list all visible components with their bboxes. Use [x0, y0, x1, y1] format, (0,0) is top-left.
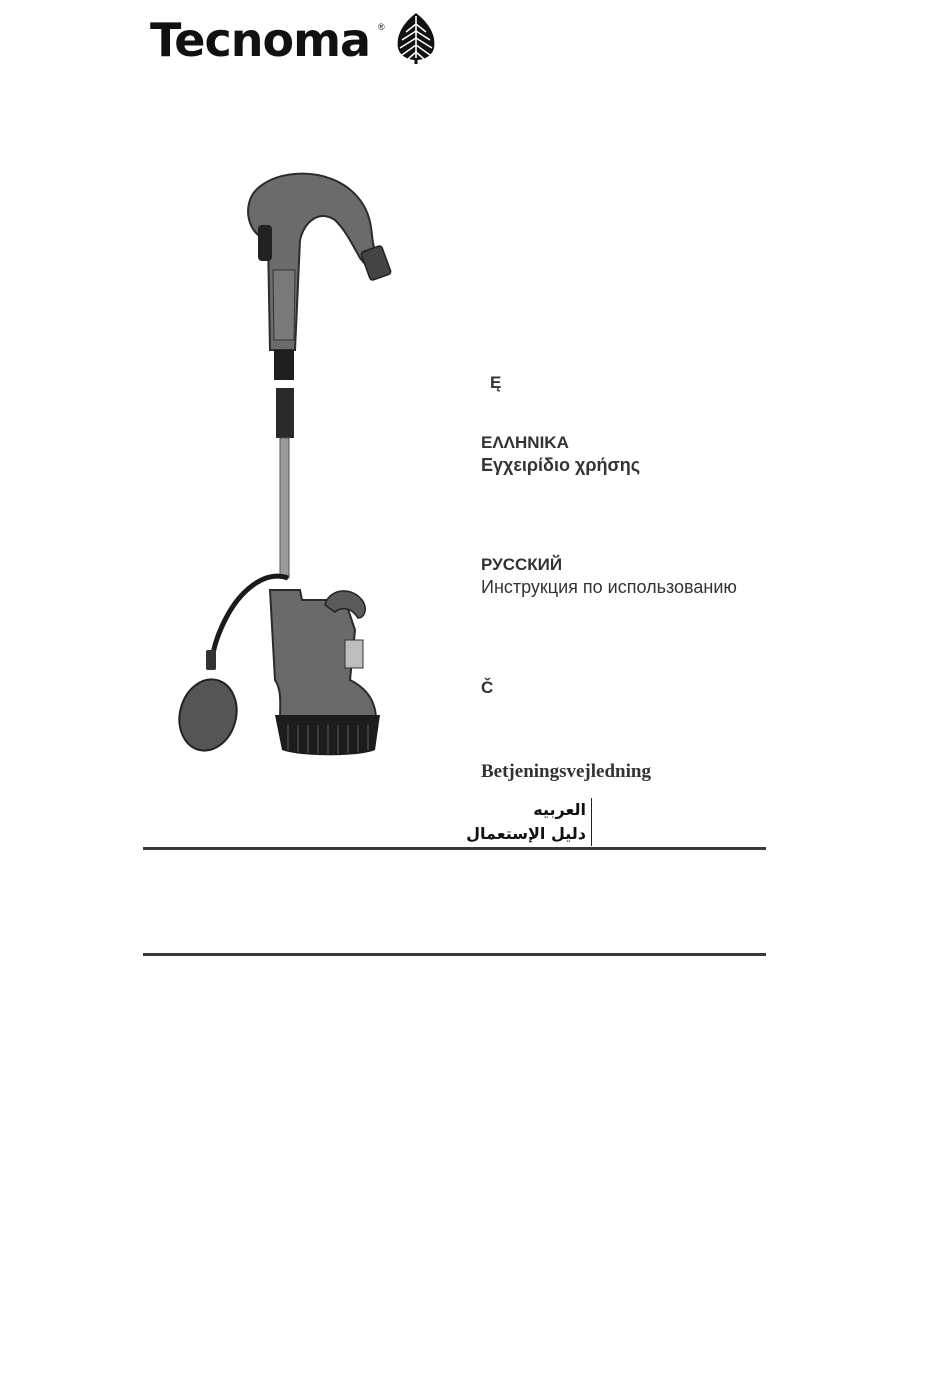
lang-danish-subtitle: Betjeningsvejledning — [481, 761, 651, 782]
lang-name: Č — [481, 678, 494, 697]
lang-name: Ę — [490, 373, 502, 392]
brand-name: Tecnoma — [150, 13, 371, 67]
registered-mark: ® — [378, 22, 385, 32]
lang-russian — [481, 554, 737, 599]
brand-logo — [150, 12, 450, 72]
lang-subtitle: Εγχειρίδιο χρήσης — [481, 455, 641, 475]
lang-subtitle: Инструкция по использованию — [481, 577, 737, 597]
arabic-name: العربيه — [533, 800, 586, 819]
lang-czech — [481, 677, 493, 699]
arabic-subtitle: دليل الإستعمال — [466, 824, 586, 843]
lang-name: ΕΛΛΗΝΙΚΑ — [481, 433, 569, 452]
lang-polish — [490, 372, 501, 394]
leaf-icon — [392, 12, 440, 64]
submersible-pump-illustration — [170, 160, 420, 760]
lang-greek — [481, 432, 640, 477]
divider-top — [143, 847, 766, 850]
lang-name: РУССКИЙ — [481, 555, 563, 574]
divider-bottom — [143, 953, 766, 956]
lang-arabic — [466, 798, 592, 846]
